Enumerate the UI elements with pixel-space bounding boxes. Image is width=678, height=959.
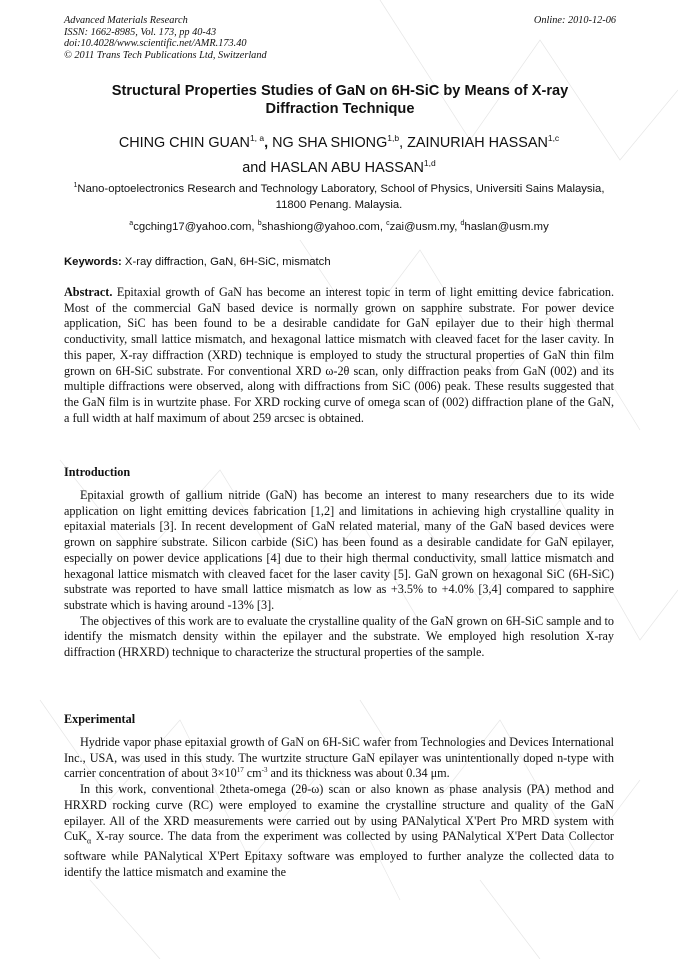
author-name: CHING CHIN GUAN bbox=[118, 135, 250, 151]
experimental-body bbox=[64, 735, 614, 881]
email-mark: d bbox=[460, 220, 465, 227]
email-link[interactable]: cgching17@yahoo.com, bbox=[133, 221, 255, 233]
email-link[interactable]: haslan@usm.my bbox=[464, 221, 549, 233]
author-name: HASLAN ABU HASSAN bbox=[270, 160, 424, 176]
author-affiliation-mark: 1,d bbox=[423, 158, 436, 168]
journal-name: Advanced Materials Research bbox=[64, 15, 188, 26]
author-affiliation-mark: 1, a bbox=[249, 133, 265, 143]
email-mark: c bbox=[386, 220, 390, 227]
paragraph: Epitaxial growth of gallium nitride (GaN) has become an interest to many researchers due to its wide application on light emitting devices fabrication [1,2] and limitations in achieving high crystalline quality in epitaxial materials [3]. In recent development of GaN related material, many of the GaN based devices were grown on sapphire substrate. Silicon carbide (SiC) has been found as a desirable candidate for GaN epilayer, especially on power device applications [4] due to their high thermal conductivity, small lattice mismatch and hexagonal lattice mismatch with cleaved facet for the laser cavity [5]. GaN grown on hexagonal SiC (6H-SiC) substrate was reported to have small lattice mismatch as low as +3.5% to +4.0% [3,4] compared to sapphire substrate which is having around -13% [3]. bbox=[64, 488, 614, 612]
exponent: -3 bbox=[261, 766, 268, 775]
section-heading-experimental: Experimental bbox=[64, 712, 136, 726]
paragraph: The objectives of this work are to evaluate the crystalline quality of the GaN grown on 6H-SiC sample and to identify the mismatch density within the epilayer and the substrate. We employed high resolution X-ray diffraction (HRXRD) technique to characterize the structural properties of the sample. bbox=[64, 613, 614, 660]
author-name: NG SHA SHIONG bbox=[272, 135, 388, 151]
email-link[interactable]: shashiong@yahoo.com, bbox=[261, 221, 383, 233]
journal-header bbox=[64, 15, 267, 61]
abstract bbox=[64, 285, 614, 426]
paragraph-text: X-ray source. The data from the experiment was collected by using PANalytical X'Pert Data Collector software while PANalytical X'Pert Epitaxy software was employed to further analyze the collected data to identify the lattice mismatch and examine the bbox=[64, 829, 614, 880]
copyright-line: © 2011 Trans Tech Publications Ltd, Switzerland bbox=[64, 49, 267, 61]
paper-title: Structural Properties Studies of GaN on 6H-SiC by Means of X-ray Diffraction Technique bbox=[111, 83, 569, 117]
keywords-label: Keywords: bbox=[64, 256, 122, 268]
email-mark: b bbox=[257, 220, 262, 227]
email-mark: a bbox=[129, 220, 134, 227]
paragraph-text: Hydride vapor phase epitaxial growth of GaN on 6H-SiC wafer from Technologies and Devices International Inc., USA, was used in this study. The wurtzite structure GaN epilayer was unintentionally doped n-type with carrier concentration of about 3×10 bbox=[64, 735, 614, 781]
abstract-text: Epitaxial growth of GaN has become an interest topic in term of light emitting device fabrication. Most of the commercial GaN based device is normally grown on sapphire substrate. For power device application, SiC has been found to be a desirable candidate for GaN epilayer due to their high thermal conductivity, small lattice mismatch, and hexagonal lattice mismatch with cleaved facet for the laser cavity. In this paper, X-ray diffraction (XRD) technique is employed to study the structural properties of GaN thin film grown on 6H-SiC substrate. For conventional XRD ω-2θ scan, only diffraction peaks from GaN (002) and its multiple diffractions were observed, along with diffractions from SiC (006) peak. These results suggested that the GaN film is in wurtzite phase. For XRD rocking curve of omega scan of (002) diffraction plane of the GaN, a full width at half maximum of about 259 arcsec is obtained. bbox=[64, 285, 615, 425]
exponent: 17 bbox=[236, 766, 244, 775]
introduction-body bbox=[64, 488, 614, 661]
subscript: α bbox=[87, 836, 92, 846]
paragraph-text: In this work, conventional 2theta-omega (2θ-ω) scan or also known as phase analysis (PA) method and HRXRD rocking curve (RC) were employed to examine the crystalline structure and quality of the GaN epilayer. All of the XRD measurements were carried out by using PANalytical X'Pert Pro MRD system with CuK bbox=[64, 782, 614, 844]
author-list: CHING CHIN GUAN$^{1, a}$, NG SHA SHIONG$^{1,b}$, ZAINURIAH HASSAN$^{1,c}$ and HASLAN ABU HASSAN$^{1,d}$ bbox=[118, 133, 560, 176]
paragraph-text: cm bbox=[243, 766, 262, 781]
email-list bbox=[64, 220, 614, 234]
online-date: Online: 2010-12-06 bbox=[533, 15, 616, 26]
author-name: ZAINURIAH HASSAN bbox=[407, 135, 548, 151]
abstract-label: Abstract. bbox=[64, 285, 113, 299]
keywords bbox=[64, 256, 614, 268]
doi-line: doi:10.4028/www.scientific.net/AMR.173.40 bbox=[64, 38, 247, 50]
affiliation bbox=[64, 182, 614, 213]
author-conjunction: and bbox=[242, 160, 267, 176]
keywords-text: X-ray diffraction, GaN, 6H-SiC, mismatch bbox=[124, 256, 331, 268]
author-affiliation-mark: 1,b bbox=[387, 133, 400, 143]
email-link[interactable]: zai@usm.my, bbox=[389, 221, 458, 233]
paragraph-text: and its thickness was about 0.34 μm. bbox=[267, 766, 450, 781]
section-heading-introduction: Introduction bbox=[64, 465, 131, 479]
author-affiliation-mark: 1,c bbox=[547, 133, 560, 143]
issn-line: ISSN: 1662-8985, Vol. 173, pp 40-43 bbox=[64, 26, 217, 38]
paragraph bbox=[64, 735, 614, 782]
affiliation-mark: 1 bbox=[73, 182, 78, 189]
paragraph bbox=[64, 782, 614, 881]
affiliation-text: Nano-optoelectronics Research and Technology Laboratory, School of Physics, Universiti Sains Malaysia, 11800 Penang. Malaysia. bbox=[77, 183, 605, 211]
